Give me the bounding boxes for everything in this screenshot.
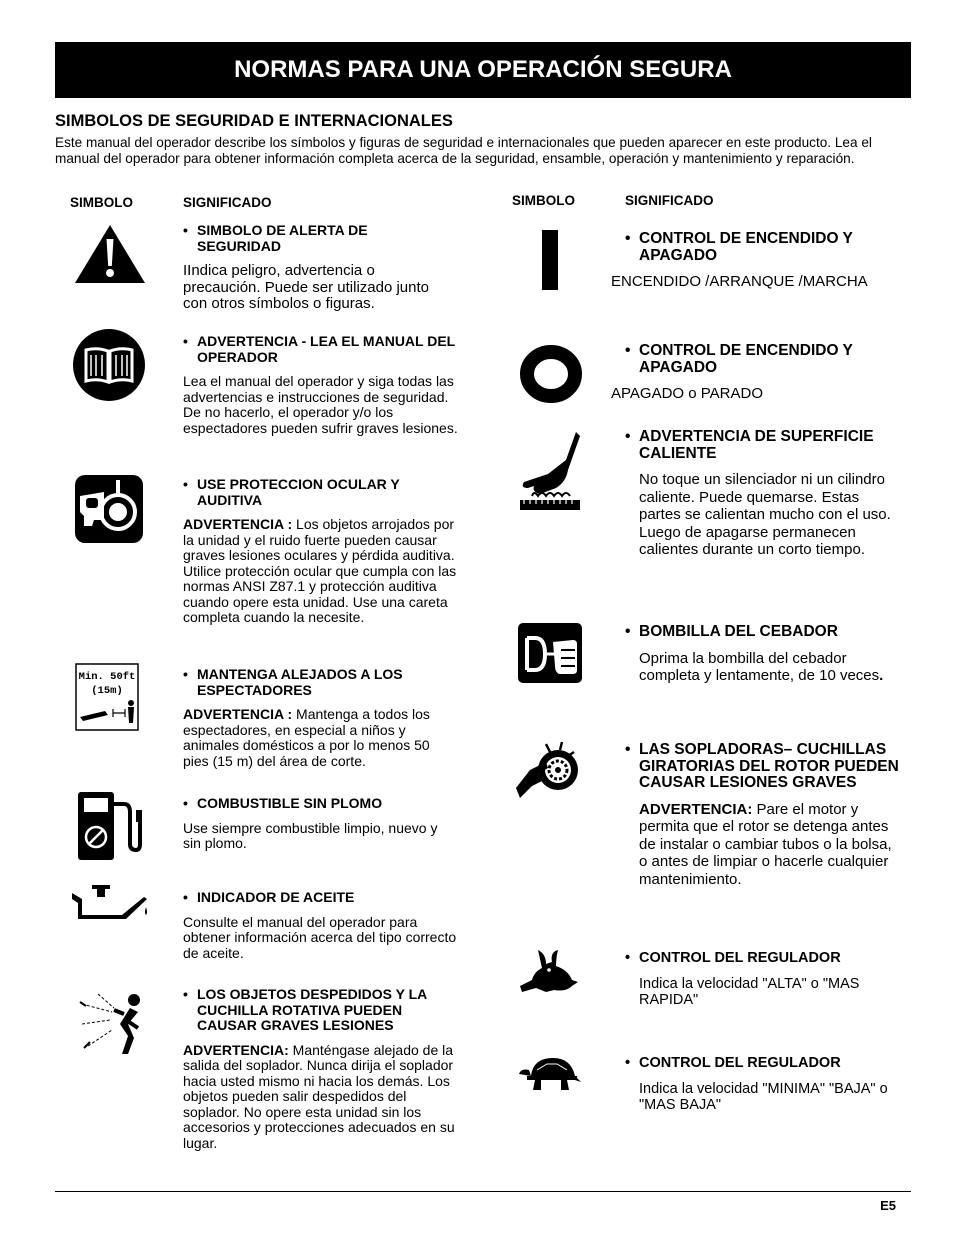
left-symbol-header: SIMBOLO [70, 195, 133, 210]
entry-title: • INDICADOR DE ACEITE [183, 890, 458, 906]
entry-desc: ENCENDIDO /ARRANQUE /MARCHA [611, 273, 868, 290]
entry-desc: Oprima la bombilla del cebador completa y lentamente, de 10 veces [639, 649, 880, 684]
entry-title: • CONTROL DE ENCENDIDO Y APAGADO [625, 343, 900, 376]
entry-title: • CONTROL DEL REGULADOR [625, 950, 900, 967]
right-meaning-header: SIGNIFICADO [625, 193, 714, 208]
entry-desc: Indica la velocidad "MINIMA" "BAJA" o "MAS BAJA" [639, 1080, 888, 1113]
entry-hot-surface [625, 429, 900, 559]
entry-title: • LOS OBJETOS DESPEDIDOS Y LA CUCHILLA ROTATIVA PUEDEN CAUSAR GRAVES LESIONES [183, 987, 461, 1034]
entry-title: • ADVERTENCIA DE SUPERFICIE CALIENTE [625, 429, 900, 462]
turtle-slow-icon [517, 1052, 581, 1092]
entry-title: • BOMBILLA DEL CEBADOR [625, 624, 900, 641]
thrown-objects-icon [78, 990, 148, 1062]
primer-bulb-icon [517, 622, 583, 684]
page-banner [55, 42, 911, 98]
safety-alert-triangle-icon [72, 222, 148, 286]
page-number: E5 [880, 1198, 896, 1213]
rabbit-fast-icon [516, 948, 580, 994]
entry-bystanders [183, 667, 458, 769]
entry-desc: Mantenga a todos los espectadores, en especial a niños y animales domésticos a por lo menos 50 pies (15 m) del área de corte. [183, 706, 430, 769]
entry-desc: IIndica peligro, advertencia o precaución. Puede ser utilizado junto con otros símbolos o figuras. [183, 262, 429, 312]
entry-oil-indicator [183, 890, 458, 961]
entry-desc: Consulte el manual del operador para obtener información acerca del tipo correcto de aceite. [183, 913, 457, 961]
oil-can-icon [70, 883, 150, 921]
eye-ear-protection-icon [74, 474, 144, 544]
intro-paragraph: Este manual del operador describe los símbolos y figuras de seguridad e internacionales que pueden aparecer en este producto. Lea el manual del operador para obtener información completa acerca de la seguridad, ensamble, operación y mantenimiento y reparación. [55, 135, 872, 166]
rotor-blade-icon [516, 740, 580, 802]
bystander-metric-text: (15m) [91, 685, 123, 697]
hot-surface-icon [518, 430, 582, 512]
entry-desc-bold: ADVERTENCIA : [183, 516, 297, 532]
entry-throttle-fast [625, 950, 900, 1008]
entry-desc-bold: ADVERTENCIA : [183, 706, 297, 722]
read-manual-icon [72, 328, 146, 402]
entry-safety-alert [183, 223, 453, 313]
entry-desc: Los objetos arrojados por la unidad y el ruido fuerte pueden causar graves lesiones oculares y pérdida auditiva. Utilice protección ocular que cumpla con las normas ANSI Z87.1 y protección auditiva cuando opere esta unidad. Use una careta completa cuando la necesite. [183, 516, 457, 625]
entry-desc-bold: ADVERTENCIA: [183, 1041, 293, 1058]
entry-desc: No toque un silenciador ni un cilindro caliente. Puede quemarse. Estas partes se calientan mucho con el uso. Luego de apagarse permanecen calientes durante un corto tiempo. [639, 471, 891, 558]
unleaded-fuel-icon [76, 790, 142, 862]
entry-desc: Indica la velocidad "ALTA" o "MAS RAPIDA" [639, 975, 860, 1008]
on-switch-icon [540, 228, 560, 292]
entry-desc: Lea el manual del operador y siga todas las advertencias e instrucciones de seguridad. De no hacerlo, el operador y/o los espectadores pueden sufrir graves lesiones. [183, 373, 458, 436]
entry-desc: Manténgase alejado de la salida del soplador. Nunca dirija el soplador hacia usted mismo ni hacia los demás. Los objetos pueden salir despedidos del soplador. No opere esta unidad sin los accesorios y protecciones adecuados en su lugar. [183, 1041, 455, 1151]
entry-eye-ear-protection [183, 477, 458, 626]
entry-thrown-objects [183, 987, 461, 1151]
off-switch-icon [518, 342, 584, 406]
entry-rotor-blades [625, 742, 900, 888]
footer-divider [55, 1191, 911, 1192]
entry-title: • SIMBOLO DE ALERTA DE SEGURIDAD [183, 223, 453, 254]
page-title: NORMAS PARA UNA OPERACIÓN SEGURA [234, 56, 732, 83]
entry-read-manual [183, 334, 458, 436]
entry-primer-bulb [625, 624, 900, 685]
entry-on-control [611, 230, 900, 291]
bystander-distance-text: Min. 50ft [78, 671, 136, 683]
entry-throttle-slow [625, 1055, 900, 1113]
entry-desc-bold: ADVERTENCIA: [639, 800, 757, 818]
entry-desc-tail: . [879, 667, 884, 684]
entry-unleaded-fuel [183, 796, 443, 852]
left-meaning-header: SIGNIFICADO [183, 195, 272, 210]
entry-title: • USE PROTECCION OCULAR Y AUDITIVA [183, 477, 458, 508]
entry-desc: Use siempre combustible limpio, nuevo y sin plomo. [183, 819, 438, 851]
bystander-distance-icon [75, 663, 139, 731]
entry-desc: APAGADO o PARADO [611, 385, 763, 402]
entry-title: • COMBUSTIBLE SIN PLOMO [183, 796, 443, 812]
entry-title: • MANTENGA ALEJADOS A LOS ESPECTADORES [183, 667, 458, 698]
entry-title: • LAS SOPLADORAS– CUCHILLAS GIRATORIAS DEL ROTOR PUEDEN CAUSAR LESIONES GRAVES [625, 742, 900, 792]
entry-off-control [611, 342, 900, 403]
entry-title: • ADVERTENCIA - LEA EL MANUAL DEL OPERADOR [183, 334, 458, 365]
entry-title: • CONTROL DEL REGULADOR [625, 1055, 900, 1072]
right-symbol-header: SIMBOLO [512, 193, 575, 208]
entry-desc: Pare el motor y permita que el rotor se detenga antes de instalar o cambiar tubos o la bolsa, o antes de limpiar o hacerle cualquier mantenimiento. [639, 800, 892, 888]
entry-title: • CONTROL DE ENCENDIDO Y APAGADO [625, 231, 900, 264]
section-title: SIMBOLOS DE SEGURIDAD E INTERNACIONALES [55, 112, 453, 130]
